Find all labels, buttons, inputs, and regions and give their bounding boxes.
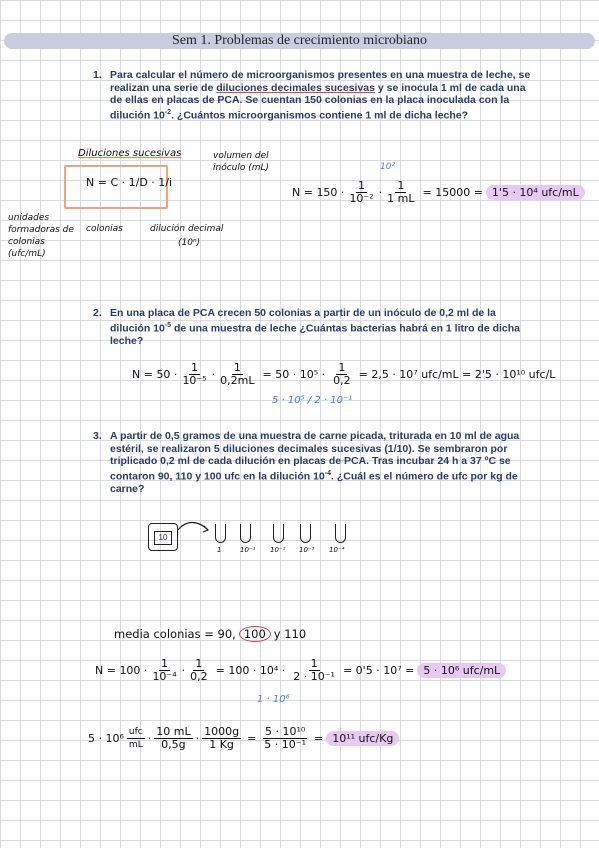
calc-kg: 5 · 10⁶ $\frac{\text{ufc}}{mL}$ · $\frac{10 mL}{0,5g}$ · $\frac{1000g}{1 Kg}$ = $\frac{\text{5 · 10¹⁰}}{\text{5 · 10⁻¹}}$ = 10¹¹ ufc/Kg: [88, 726, 399, 751]
calc-2: N = 50 · $\frac{1}{\text{10⁻⁵}}$ · $\frac{1}{0,2mL}$ = 50 · 10⁵ · $\frac{1}{0,2}$ = 2,5 · 10⁷ ufc/mL = 2'5 · 10¹⁰ ufc/L: [132, 361, 556, 387]
colonias-label: colonias: [86, 224, 123, 234]
jar-label: 10: [154, 531, 172, 545]
tube-label: 10⁻⁴: [329, 546, 345, 554]
problem-3: 3. A partir de 0,5 gramos de una muestra de carne picada, triturada en 10 ml de agua estéril, se realizaron 5 diluciones decimales sucesivas (1/10). Se sembraron por triplicado 0,2 ml de cada dilución en placas de PCA. Tras incubar 24 h a 37 ºC se contaron 90, 110 y 100 ufc en la dilución $10^{-4}$. ¿Cuál es el número de ufc por kg de carne?: [93, 430, 520, 495]
tube-label: 10⁻¹: [240, 546, 256, 554]
tube-1: [215, 524, 226, 543]
tube-label: 10⁻³: [299, 546, 315, 554]
tube-2: [240, 524, 251, 543]
media-colonias: media colonias = 90, 100 y 110: [114, 627, 307, 641]
tube-3: [273, 524, 284, 543]
formula: N = C · 1/D · 1/i: [86, 176, 173, 189]
result-kg: 10¹¹ ufc/Kg: [326, 731, 399, 746]
circled-value: 100: [239, 626, 271, 642]
arrow: [176, 520, 212, 540]
tenpow-note: 10²: [380, 162, 396, 172]
calc-1: N = 150 · $\frac{1}{\text{10⁻²}}$ · $\frac{1}{1 mL}$ = 15000 = 1'5 · 10⁴ ufc/mL: [292, 180, 585, 205]
page-title: Sem 1. Problemas de crecimiento microbiano: [171, 33, 428, 48]
calc-3: N = 100 · $\frac{1}{\text{10⁻⁴}}$ · $\frac{1}{0,2}$ = 100 · 10⁴ · $\frac{1}{\text{2 · 10⁻¹}}$ = 0'5 · 10⁷ = 5 · 10⁶ ufc/mL: [95, 658, 506, 683]
problem-number: 3.: [93, 430, 102, 442]
problem-2: 2. En una placa de PCA crecen 50 colonias a partir de un inóculo de 0,2 ml de la dilución $10^{-5}$ de una muestra de leche ¿Cuántas bacterias habrá en 1 litro de dicha leche?: [93, 307, 521, 347]
blue-note-2: 5 · 10⁵ / 2 · 10⁻¹: [272, 395, 353, 406]
tube-4: [300, 524, 311, 543]
blue-note-3: 1 · 10⁶: [257, 694, 290, 705]
problem-1: 1. Para calcular el número de microorganismos presentes en una muestra de leche, se realizan una serie de diluciones decimales sucesivas y se inocula 1 ml de cada una de ellas en placas de PCA. Se cuentan 150 colonias en la placa inoculada con la dilución $10^{-2}$. ¿Cuántos microorganismos contiene 1 ml de dicha leche?: [93, 69, 531, 121]
problem-number: 2.: [93, 307, 102, 319]
ufc-label: unidades formadoras de colonias (ufc/mL): [8, 213, 74, 259]
tube-5: [335, 524, 346, 543]
tube-label: 1: [217, 546, 222, 554]
problem-number: 1.: [93, 69, 102, 81]
box-title: Diluciones sucesivas: [78, 148, 182, 159]
dilucion-label: dilución decimal: [150, 224, 224, 234]
result-3: 5 · 10⁶ ufc/mL: [417, 663, 506, 678]
volume-label: volumen del inóculo (mL): [213, 151, 270, 173]
dilucion-sub: (10ⁿ): [178, 238, 201, 248]
result-1: 1'5 · 10⁴ ufc/mL: [486, 185, 585, 200]
tube-label: 10⁻²: [270, 546, 286, 554]
